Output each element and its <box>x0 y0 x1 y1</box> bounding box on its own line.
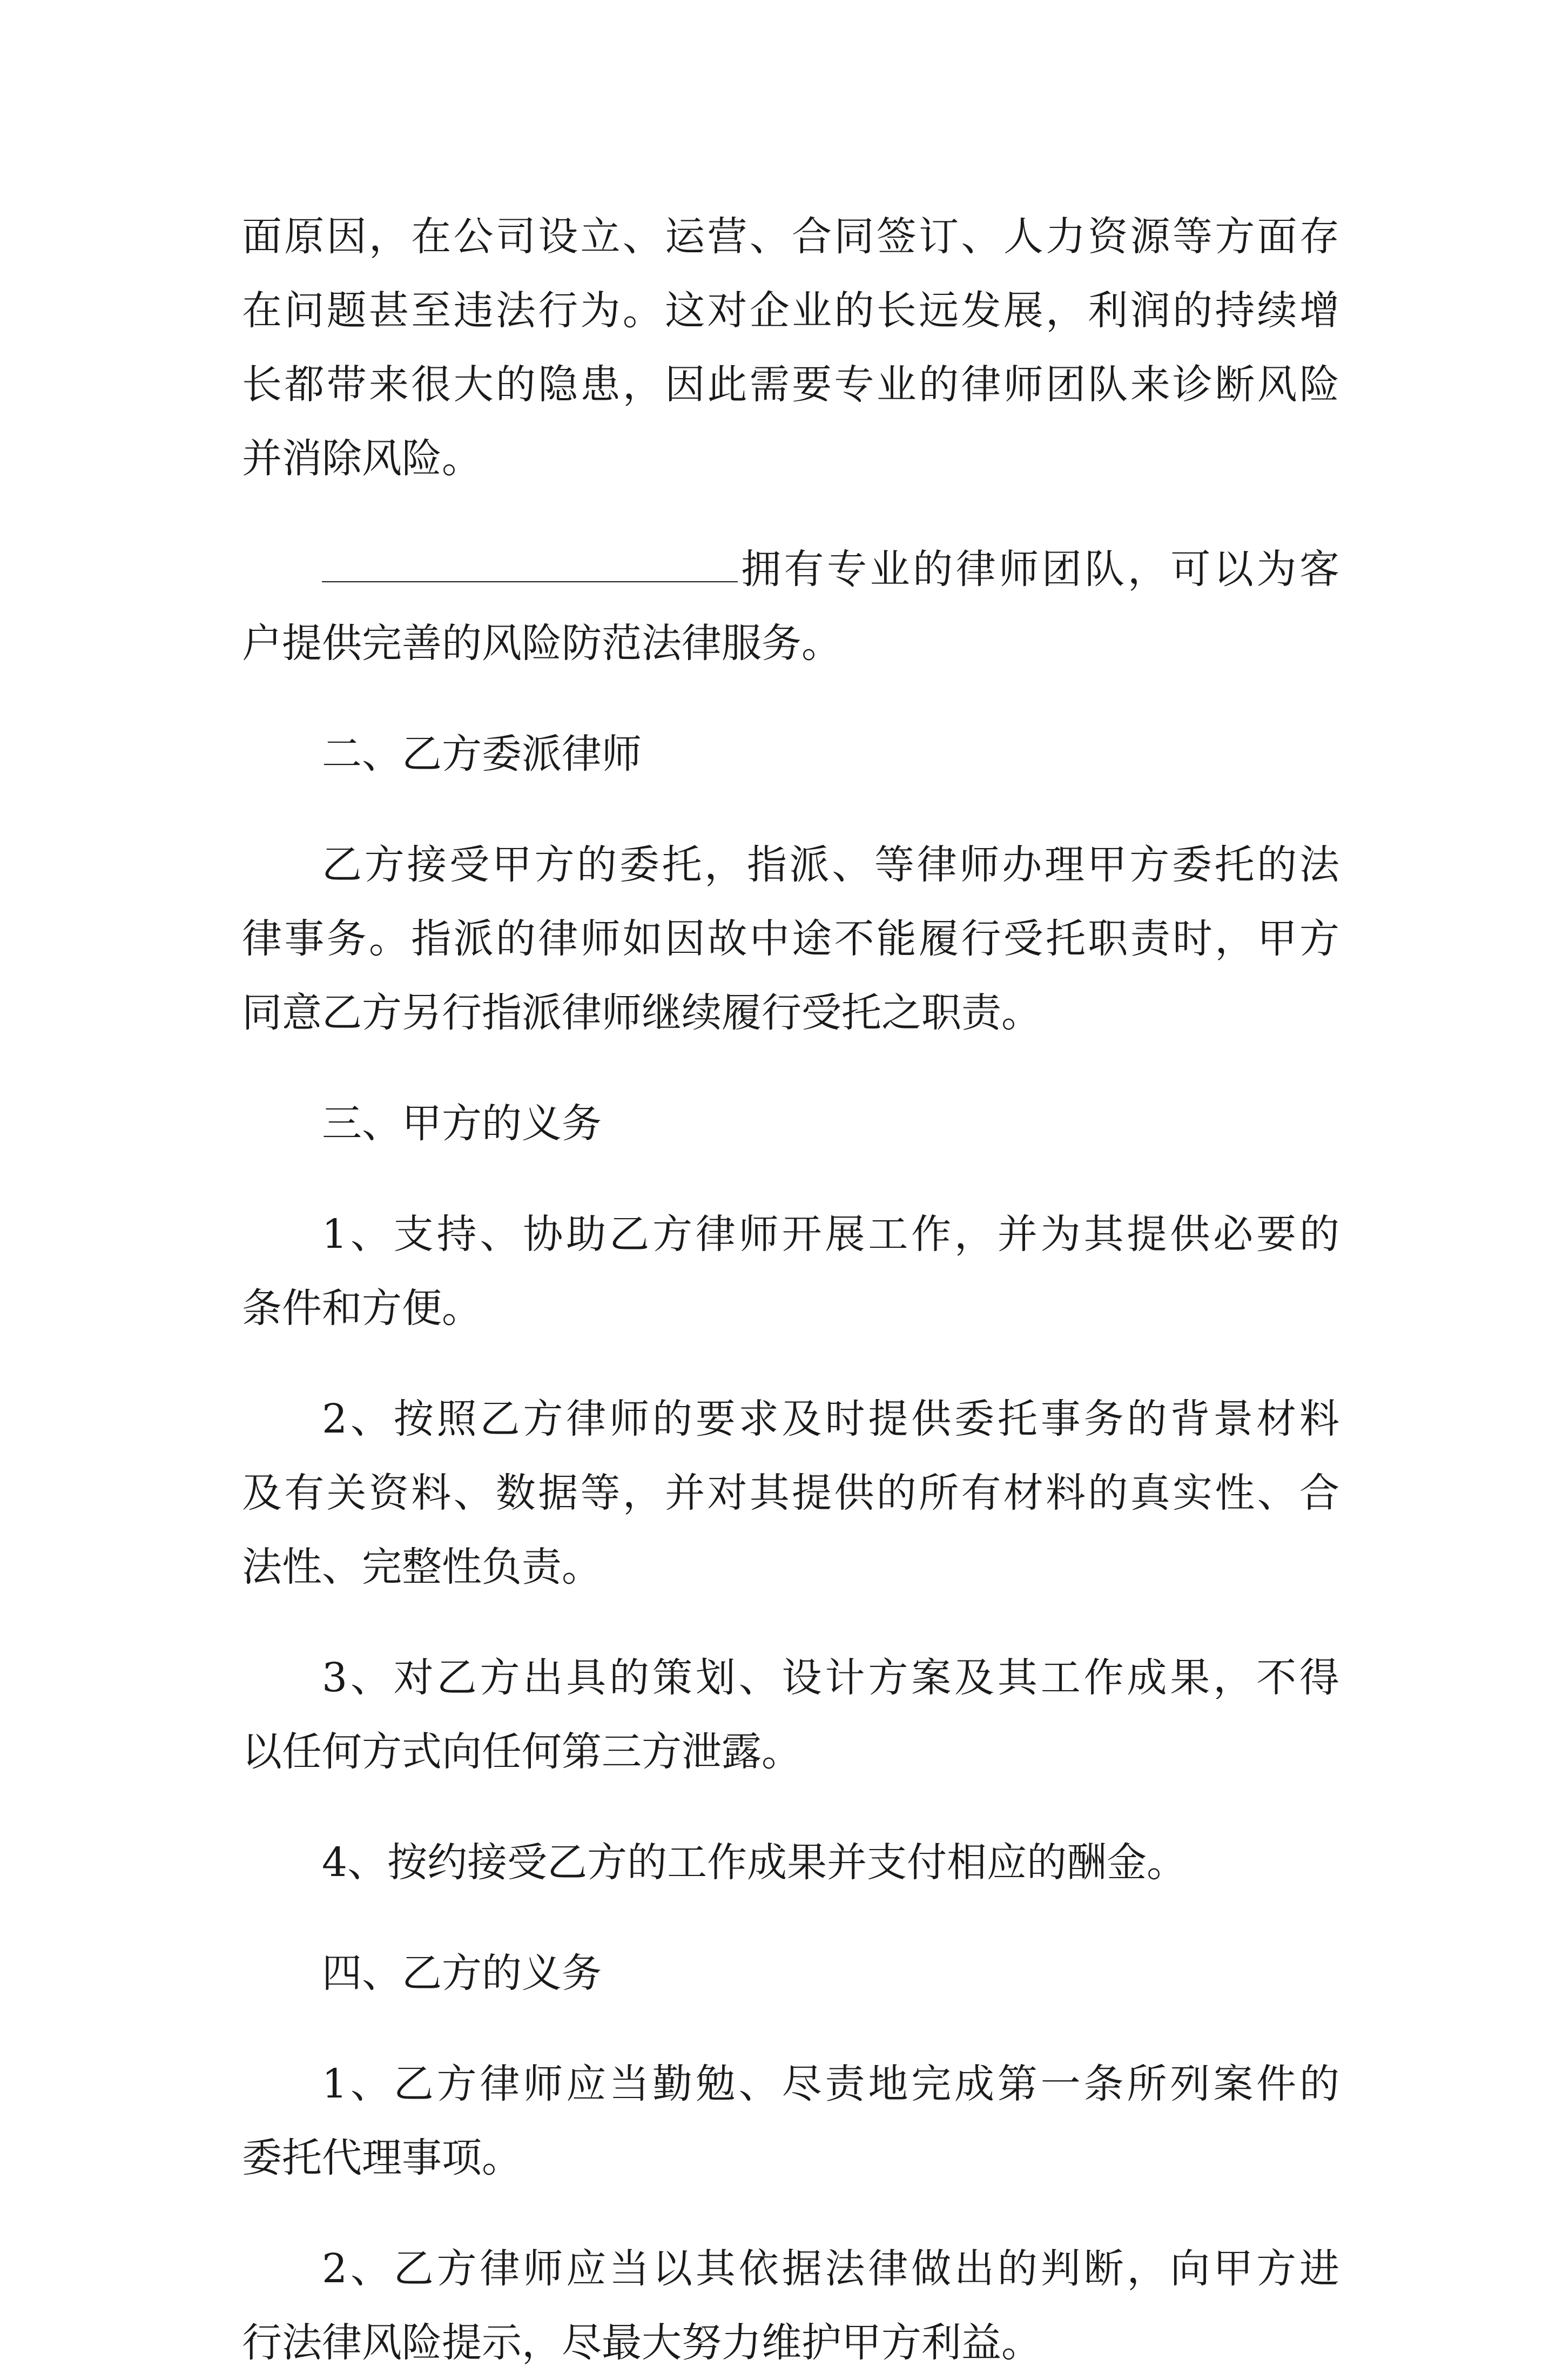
paragraph <box>242 200 1339 496</box>
text-line: 二、乙方委派律师 <box>322 731 642 777</box>
section-heading <box>242 1937 1339 2011</box>
document-page <box>242 200 1339 2380</box>
paragraph <box>242 533 1339 681</box>
paragraph <box>242 2047 1339 2195</box>
text-line: 并消除风险。 <box>242 435 482 482</box>
text-line: 四、乙方的义务 <box>322 1950 602 1996</box>
text-line: 条件和方便。 <box>242 1285 482 1332</box>
text-line: 委托代理事项。 <box>242 2135 522 2181</box>
text-line: 2、按照乙方律师的要求及时提供委托事务的背景材料 <box>322 1396 1339 1442</box>
paragraph <box>242 1641 1339 1789</box>
text-line-rest: 拥有专业的律师团队，可以为客 <box>741 546 1339 593</box>
text-line: 律事务。指派的律师如因故中途不能履行受托职责时，甲方 <box>242 916 1339 962</box>
text-line: 行法律风险提示，尽最大努力维护甲方利益。 <box>242 2320 1041 2366</box>
text-line: 4、按约接受乙方的工作成果并支付相应的酬金。 <box>322 1839 1187 1886</box>
paragraph <box>242 828 1339 1050</box>
text-line: 及有关资料、数据等，并对其提供的所有材料的真实性、合 <box>242 1470 1339 1516</box>
text-line: 3、对乙方出具的策划、设计方案及其工作成果，不得 <box>322 1655 1339 1701</box>
section-heading <box>242 717 1339 791</box>
text-line <box>242 533 1339 607</box>
text-line: 户提供完善的风险防范法律服务。 <box>242 620 841 667</box>
section-heading <box>242 1087 1339 1161</box>
text-line: 以任何方式向任何第三方泄露。 <box>242 1729 801 1775</box>
paragraph <box>242 1198 1339 1346</box>
text-line: 三、甲方的义务 <box>322 1100 602 1147</box>
text-line: 同意乙方另行指派律师继续履行受托之职责。 <box>242 990 1041 1036</box>
paragraph <box>242 1382 1339 1604</box>
text-line: 法性、完整性负责。 <box>242 1544 602 1590</box>
text-line: 面原因，在公司设立、运营、合同签订、人力资源等方面存 <box>242 213 1339 260</box>
text-line: 1、支持、协助乙方律师开展工作，并为其提供必要的 <box>322 1211 1339 1258</box>
paragraph <box>242 2232 1339 2380</box>
fill-in-blank <box>322 533 738 582</box>
text-line: 2、乙方律师应当以其依据法律做出的判断，向甲方进 <box>322 2245 1339 2292</box>
text-line: 在问题甚至违法行为。这对企业的长远发展，利润的持续增 <box>242 287 1339 334</box>
paragraph <box>242 1826 1339 1900</box>
text-line: 1、乙方律师应当勤勉、尽责地完成第一条所列案件的 <box>322 2061 1339 2107</box>
text-line: 乙方接受甲方的委托，指派、等律师办理甲方委托的法 <box>322 842 1339 888</box>
text-line: 长都带来很大的隐患，因此需要专业的律师团队来诊断风险 <box>242 361 1339 408</box>
